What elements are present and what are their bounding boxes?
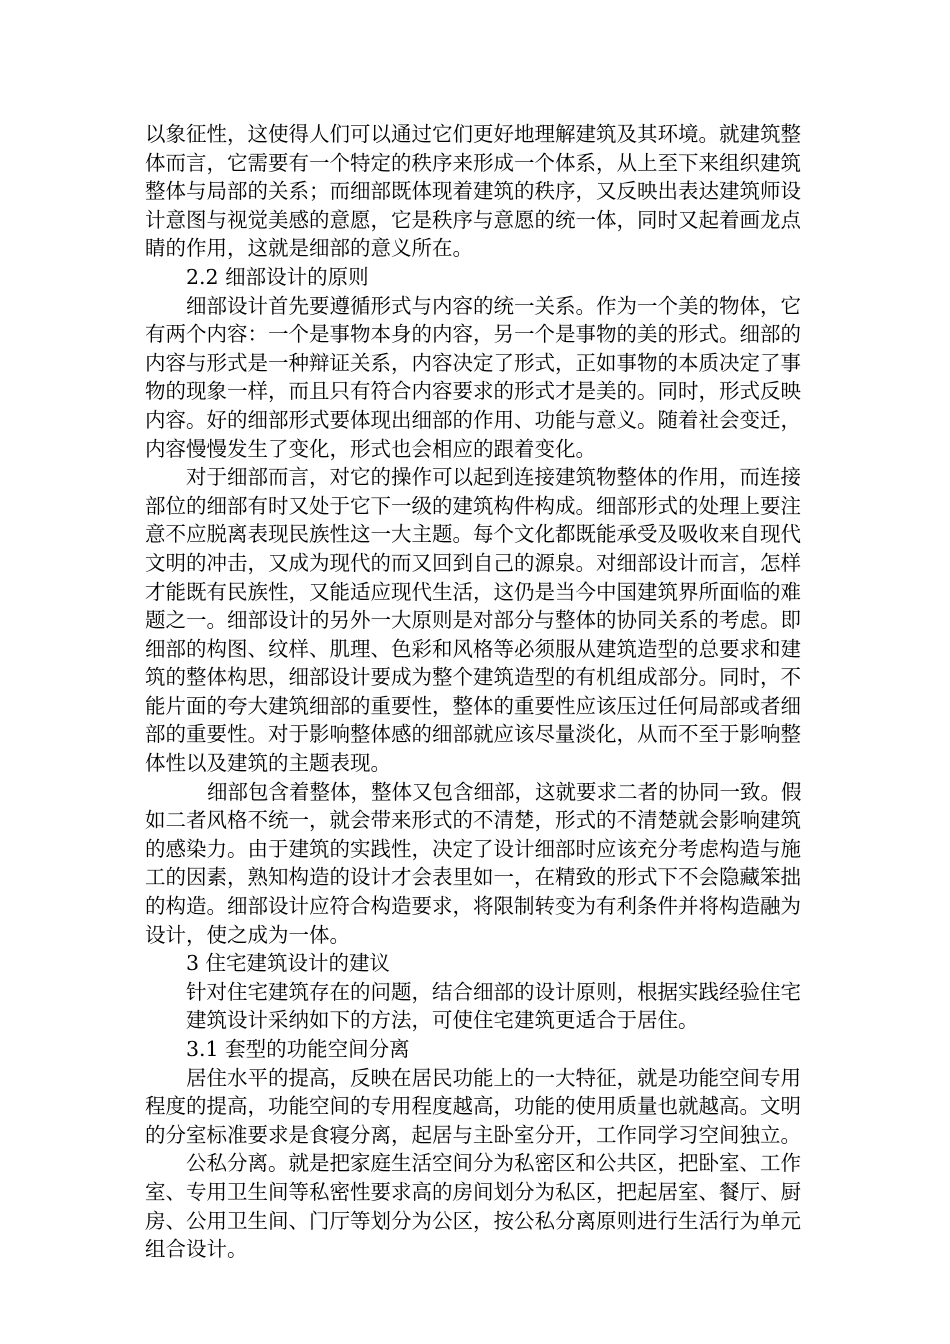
paragraph-symbolism: 以象征性，这使得人们可以通过它们更好地理解建筑及其环境。就建筑整体而言，它需要有一个特定的秩序来形成一个体系，从上至下来组织建筑整体与局部的关系；而细部既体现着建筑的秩序，又反映出表达建筑师设计意图与视觉美感的意愿，它是秩序与意愿的统一体，同时又起着画龙点睛的作用，这就是细部的意义所在。 — [145, 122, 801, 261]
paragraph-public-private: 公私分离。就是把家庭生活空间分为私密区和公共区，把卧室、工作室、专用卫生间等私密性要求高的房间划分为私区，把起居室、餐厅、厨房、公用卫生间、门厅等划分为公区，按公私分离原则进行生活行为单元组合设计。 — [145, 1151, 801, 1262]
section-heading-3-1: 3.1 套型的功能空间分离 — [186, 1037, 410, 1061]
paragraph-detail-operation: 对于细部而言，对它的操作可以起到连接建筑物整体的作用，而连接部位的细部有时又处于它下一级的建筑构件构成。细部形式的处理上要注意不应脱离表现民族性这一大主题。每个文化都既能承受及吸收来自现代文明的冲击，又成为现代的而又回到自己的源泉。对细部设计而言，怎样才能既有民族性，又能适应现代生活，这仍是当今中国建筑界所面临的难题之一。细部设计的另外一大原则是对部分与整体的协同关系的考虑。即细部的构图、纹样、肌理、色彩和风格等必须服从建筑造型的总要求和建筑的整体构思，细部设计要成为整个建筑造型的有机组成部分。同时，不能片面的夸大建筑细部的重要性，整体的重要性应该压过任何局部或者细部的重要性。对于影响整体感的细部就应该尽量淡化，从而不至于影响整体性以及建筑的主题表现。 — [145, 465, 801, 776]
paragraph-form-content: 细部设计首先要遵循形式与内容的统一关系。作为一个美的物体，它有两个内容：一个是事物本身的内容，另一个是事物的美的形式。细部的内容与形式是一种辩证关系，内容决定了形式，正如事物的本质决定了事物的现象一样，而且只有符合内容要求的形式才是美的。同时，形式反映内容。好的细部形式要体现出细部的作用、功能与意义。随着社会变迁，内容慢慢发生了变化，形式也会相应的跟着变化。 — [145, 293, 801, 461]
paragraph-living-standard: 居住水平的提高，反映在居民功能上的一大特征，就是功能空间专用程度的提高，功能空间的专用程度越高，功能的使用质量也就越高。文明的分室标准要求是食寝分离，起居与主卧室分开，工作同学习空间独立。 — [145, 1065, 801, 1147]
paragraph-detail-whole: 细部包含着整体，整体又包含细部，这就要求二者的协同一致。假如二者风格不统一，就会带来形式的不清楚，形式的不清楚就会影响建筑的感染力。由于建筑的实践性，决定了设计细部时应该充分考虑构造与施工的因素，熟知构造的设计才会表里如一，在精致的形式下不会隐藏笨拙的构造。细部设计应符合构造要求，将限制转变为有利条件并将构造融为设计，使之成为一体。 — [145, 779, 802, 947]
document-body — [145, 120, 815, 1264]
paragraph-suggestions-intro: 针对住宅建筑存在的问题，结合细部的设计原则，根据实践经验住宅建筑设计采纳如下的方法，可使住宅建筑更适合于居住。 — [186, 979, 801, 1033]
section-heading-2-2: 2.2 细部设计的原则 — [186, 264, 369, 289]
section-heading-3: 3 住宅建筑设计的建议 — [186, 951, 391, 976]
